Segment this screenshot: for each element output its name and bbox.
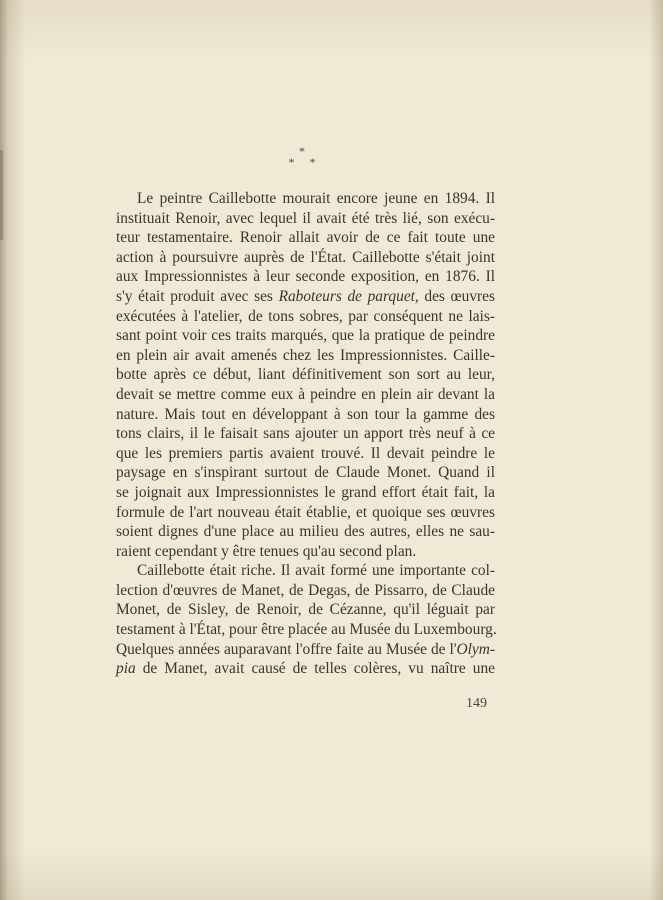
text-line-20: Caillebotte était riche. Il avait formé une importante col-: [137, 562, 495, 580]
page-number: 149: [466, 696, 487, 711]
text-line-7: exécutées à l'atelier, de tons sobres, par conséquent ne lais-: [116, 307, 495, 325]
text-line-4: action à poursuivre auprès de l'État. Caillebotte s'était joint: [116, 248, 495, 266]
text-line-19: raient cependant y être tenues qu'au second plan.: [116, 542, 417, 560]
ornament-top-asterisk: *: [299, 144, 305, 158]
text-line-11: devait se mettre comme eux à peindre en plein air devant la: [116, 385, 495, 403]
text-line-18: soient dignes d'une place au milieu des autres, elles ne sau-: [116, 523, 495, 541]
text-line-12: nature. Mais tout en développant à son tour la gamme des: [116, 405, 495, 423]
text-line-16: se joignait aux Impressionnistes le grand effort était fait, la: [116, 483, 495, 501]
text-line-23: testament à l'État, pour être placée au Musée du Luxembourg.: [116, 621, 497, 639]
title-raboteurs-de-parquet: Raboteurs de parquet: [278, 287, 415, 305]
text-line-9: en plein air avait amenés chez les Impressionnistes. Caille-: [116, 346, 495, 364]
text-line-24-start: Quelques années auparavant l'offre faite au Musée de l': [116, 640, 457, 658]
text-line-14: que les premiers partis avaient trouvé. Il devait peindre le: [116, 444, 495, 462]
text-line-21: lection d'œuvres de Manet, de Degas, de Pissarro, de Claude: [116, 581, 495, 599]
text-line-5: aux Impressionnistes à leur seconde exposition, en 1876. Il: [116, 268, 495, 286]
body-text: [116, 189, 495, 679]
binding-edge-shadow: [0, 150, 3, 240]
text-line-24: [116, 640, 495, 660]
text-line-10: botte après ce début, liant définitivement son sort au leur,: [116, 366, 495, 384]
text-line-3: teur testamentaire. Renoir allait avoir de ce fait toute une: [116, 229, 495, 247]
text-line-25: [116, 659, 495, 679]
text-line-15: paysage en s'inspirant surtout de Claude Monet. Quand il: [116, 464, 495, 482]
title-olympia-part2: pia: [116, 660, 136, 678]
text-line-6: [116, 287, 495, 307]
text-line-6-start: s'y était produit avec ses: [116, 287, 279, 305]
ornament-bottom-asterisks: * *: [288, 155, 322, 169]
text-line-17: formule de l'art nouveau était établie, et quoique ses œuvres: [116, 503, 495, 521]
text-line-25-end: de Manet, avait causé de telles colères, vu naître une: [135, 660, 495, 678]
title-olympia-part1: Olym-: [456, 640, 495, 658]
section-ornament: [282, 146, 322, 168]
text-line-8: sant point voir ces traits marqués, que la pratique de peindre: [116, 327, 495, 345]
text-line-1: Le peintre Caillebotte mourait encore jeune en 1894. Il: [137, 190, 495, 207]
text-line-22: Monet, de Sisley, de Renoir, de Cézanne, qu'il léguait par: [116, 601, 495, 619]
text-line-2: instituait Renoir, avec lequel il avait été très lié, son exécu-: [116, 209, 495, 227]
text-line-6-end: , des œuvres: [414, 287, 495, 305]
text-line-13: tons clairs, il le faisait sans ajouter un apport très neuf à ce: [116, 425, 495, 443]
